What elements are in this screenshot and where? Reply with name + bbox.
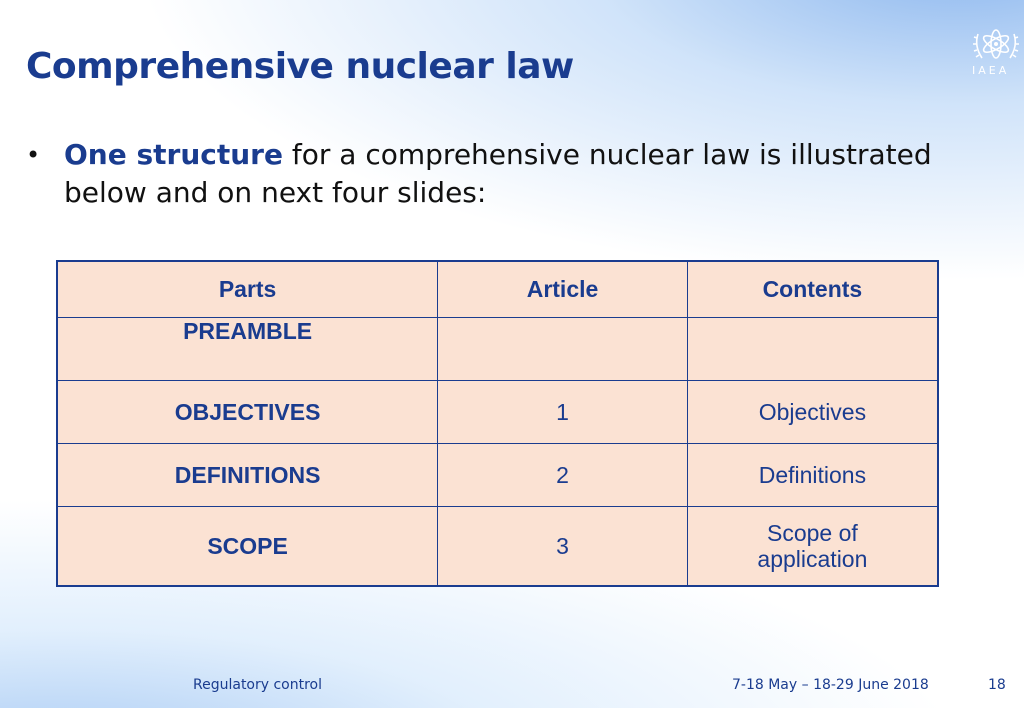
slide-title: Comprehensive nuclear law [26, 46, 574, 87]
bullet-point [26, 136, 976, 212]
logo-text: IAEA [972, 64, 1010, 77]
header-article: Article [438, 261, 688, 318]
cell-contents: Definitions [687, 444, 938, 507]
table-row [57, 507, 938, 587]
table-row [57, 318, 938, 381]
cell-part: PREAMBLE [57, 318, 438, 381]
bullet-rest-text: for a comprehensive nuclear law is illustrated below and on next four slides: [64, 138, 932, 209]
footer-course-name: Regulatory control [193, 677, 323, 693]
bullet-strong-text: One structure [64, 138, 283, 171]
cell-contents-text: Scope of application [757, 520, 868, 572]
law-structure-table [56, 260, 939, 587]
bullet-dot-icon: • [26, 141, 41, 169]
table-row [57, 381, 938, 444]
table-header-row [57, 261, 938, 318]
cell-article [438, 318, 688, 381]
table-row [57, 444, 938, 507]
cell-article: 3 [438, 507, 688, 587]
cell-article: 2 [438, 444, 688, 507]
bullet-text [64, 136, 976, 212]
cell-contents [687, 507, 938, 587]
cell-contents [687, 318, 938, 381]
cell-part: OBJECTIVES [57, 381, 438, 444]
cell-part: DEFINITIONS [57, 444, 438, 507]
footer-date: 7-18 May – 18-29 June 2018 [732, 677, 929, 693]
cell-contents: Objectives [687, 381, 938, 444]
footer-page-number: 18 [988, 677, 1006, 693]
header-contents: Contents [687, 261, 938, 318]
cell-part: SCOPE [57, 507, 438, 587]
cell-article: 1 [438, 381, 688, 444]
header-parts: Parts [57, 261, 438, 318]
